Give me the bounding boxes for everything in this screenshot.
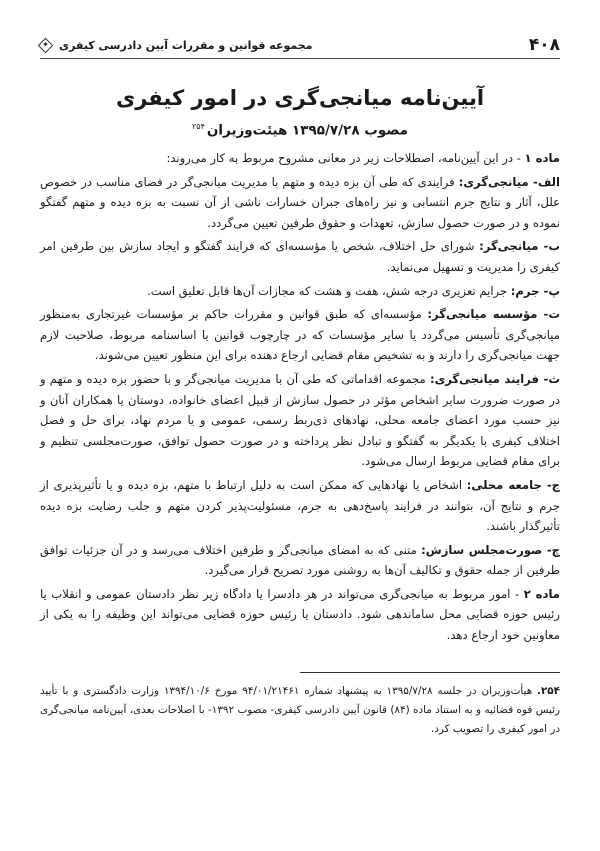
term-label: ث- فرایند میانجی‌گری: [429, 371, 560, 386]
paragraph-text: مجموعه اقداماتی که طی آن با مدیریت میانجی‌گر و با حضور بزه دیده و متهم و در صورت ضرورت سایر اشخاص مؤثر در حصول سازش از قبیل اعضای خانواده، دوستان یا همکاران آنان و نیز حسب مورد اعضای جامعه محلی، نهادهای ذی‌ربط رسمی، عمومی و یا مردم نهاد، برای حل و فصل اختلاف کیفری با یکدیگر به گفتگو و تبادل نظر پرداخته و در صورت حصول توافق، صورت‌مجلسی تنظیم و برای مقام قضایی مربوط ارسال می‌شود. [40, 371, 560, 469]
term-label: ماده ۱ [524, 151, 560, 165]
paragraph-text: - در این آیین‌نامه، اصطلاحات زیر در معانی مشروح مربوط به کار می‌روند: [166, 151, 525, 165]
document-subtitle [40, 122, 560, 139]
term-label: پ- جرم: [510, 283, 560, 298]
definition-settlement-minutes [40, 540, 560, 581]
footnote-text: هیأت‌وزیران در جلسه ۱۳۹۵/۷/۲۸ به پیشنهاد شماره ۹۴/۰۱/۲۱۴۶۱ مورخ ۱۳۹۴/۱۰/۶ وزارت دادگستری و با تأیید رئیس قوه قضائیه و به استناد ماده (۸۴) قانون آیین دادرسی کیفری- مصوب ۱۳۹۲- با اصلاحات بعدی، آیین‌نامه میانجی‌گری در امور کیفری را تصویب کرد. [40, 685, 560, 735]
article-2 [40, 584, 560, 646]
paragraph-text: متنی که به امضای میانجی‌گر و طرفین اختلاف می‌رسد و در آن جزئیات توافق طرفین از جمله حقوق و تکالیف آن‌ها به روشنی مورد تصریح قرار می‌گیرد. [40, 542, 560, 578]
term-label: ب- میانجی‌گر: [479, 239, 560, 254]
definition-mediation [40, 172, 560, 234]
term-label: الف- میانجی‌گری: [458, 174, 560, 189]
paragraph-text: شورای حل اختلاف، شخص یا مؤسسه‌ای که فرایند گفتگو و ایجاد سازش بین طرفین امر کیفری را مدیریت و تسهیل می‌نماید. [40, 239, 560, 274]
footnote-number: ۲۵۴. [537, 685, 560, 697]
header-title: مجموعه قوانین و مقررات آیین دادرسی کیفری [59, 38, 313, 52]
footnote-divider [300, 672, 560, 673]
definition-crime [40, 281, 560, 302]
paragraph-text: اشخاص یا نهادهایی که ممکن است به دلیل ارتباط با متهم، بزه دیده و یا تأثیرپذیری از جرم و نتایج آن، بتوانند در فرایند پاسخ‌دهی به جرم، مسئولیت‌پذیر کردن متهم و جلب رضایت بزه دیده تأثیرگذار باشند. [40, 477, 560, 534]
body-text [40, 148, 560, 649]
diamond-icon [38, 37, 54, 53]
approval-text: مصوب ۱۳۹۵/۷/۲۸ هیئت‌وزیران [206, 122, 408, 139]
page-number: ۴۰۸ [528, 35, 560, 55]
definition-mediation-process [40, 369, 560, 472]
term-label: چ- صورت‌مجلس سازش: [421, 542, 560, 557]
paragraph-text: مؤسسه‌ای که طبق قوانین و مقررات حاکم بر مؤسسات غیرتجاری به‌منظور میانجی‌گری تأسیس می‌گردد یا سایر مؤسسات که در چارچوب قوانین یا اساسنامه مربوط، صلاحیت لازم جهت میانجی‌گری را دارند و به تشخیص مقام قضایی ارجاع دهنده برای این منظور تعیین می‌شوند. [40, 307, 560, 363]
running-header [40, 32, 560, 59]
definition-mediator [40, 236, 560, 277]
term-label: ماده ۲ [523, 586, 560, 601]
document-title: آیین‌نامه میانجی‌گری در امور کیفری [115, 86, 485, 110]
footnote [40, 682, 560, 739]
footnote-reference: ۲۵۴ [192, 122, 205, 131]
header-title-group [40, 39, 312, 52]
term-label: ت- مؤسسه میانجی‌گر: [427, 307, 560, 322]
definition-mediation-institute [40, 304, 560, 366]
definition-local-community [40, 475, 560, 537]
article-1-intro [40, 148, 560, 169]
paragraph-text: فرایندی که طی آن بزه دیده و متهم با مدیریت میانجی‌گر در فضای مناسب در خصوص علل، آثار و نتایج جرم انتسابی و نیز راه‌های جبران خسارات ناشی از آن نسبت به بزه دیده و متهم گفتگو نموده و در صورت حصول سازش، تعهدات و حقوق طرفین تعیین می‌گردد. [40, 174, 560, 230]
paragraph-text: - امور مربوط به میانجی‌گری می‌تواند در هر دادسرا یا دادگاه زیر نظر دادستان عمومی و انقلاب یا رئیس حوزه قضایی محل ساماندهی شود. دادستان یا رئیس حوزه قضایی می‌تواند این وظیفه را به یکی از معاونین خود ارجاع دهد. [40, 586, 560, 643]
term-label: ج- جامعه محلی: [466, 477, 560, 492]
paragraph-text: جرایم تعزیری درجه شش، هفت و هشت که مجازات آن‌ها قابل تعلیق است. [147, 283, 511, 298]
